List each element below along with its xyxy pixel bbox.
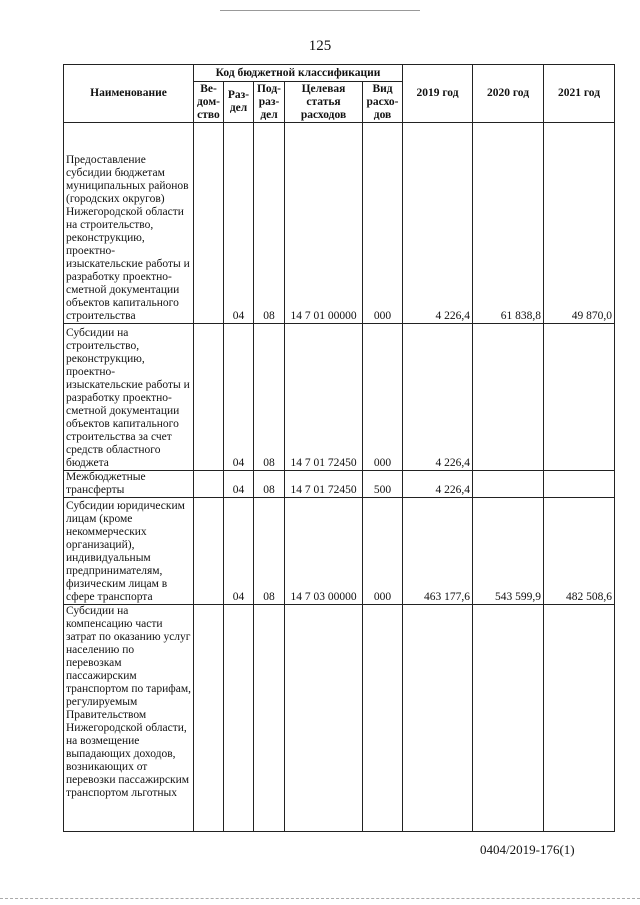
row-vid: 000: [363, 123, 403, 324]
row-tselevaya: 14 7 01 00000: [285, 123, 363, 324]
row-ved: [194, 605, 224, 832]
row-podrazdel: [254, 605, 285, 832]
row-tselevaya: 14 7 01 72450: [285, 471, 363, 498]
row-razdel: 04: [224, 498, 254, 605]
top-rule: [220, 10, 420, 11]
bottom-rule: [0, 898, 640, 899]
header-razdel: Раз-дел: [224, 82, 254, 123]
row-vid: [363, 605, 403, 832]
row-name: Субсидии юридическим лицам (кроме некоммерческих организаций), индивидуальным предпринимателям, физическим лицам в сфере транспорта: [64, 498, 194, 605]
header-name: Наименование: [64, 65, 194, 123]
row-name: Межбюджетные трансферты: [64, 471, 194, 498]
row-2019: 4 226,4: [403, 471, 473, 498]
page-number: 125: [308, 38, 332, 54]
header-podrazdel: Под-раз-дел: [254, 82, 285, 123]
row-2021: 482 508,6: [544, 498, 615, 605]
row-name: Предоставление субсидии бюджетам муниципальных районов (городских округов) Нижегородской области на строительство, реконструкцию, проектно-изыскательские работы и разработку проектно-сметной документации объектов капитального строительства: [64, 123, 194, 324]
table-row: [64, 324, 615, 471]
row-vid: 500: [363, 471, 403, 498]
table-row: [64, 123, 615, 324]
row-podrazdel: 08: [254, 471, 285, 498]
row-vid: 000: [363, 498, 403, 605]
row-2020: [473, 471, 544, 498]
row-2019: [403, 605, 473, 832]
table-row: [64, 498, 615, 605]
table-row: [64, 471, 615, 498]
row-2021: [544, 471, 615, 498]
row-tselevaya: 14 7 03 00000: [285, 498, 363, 605]
header-vedomstvo: Ве-дом-ство: [194, 82, 224, 123]
row-name: Субсидии на компенсацию части затрат по оказанию услуг населению по перевозкам пассажирским транспортом по тарифам, регулируемым Правительством Нижегородской области, на возмещение выпадающих доходов, возникающих от перевозки пассажирским транспортом льготных: [64, 605, 194, 832]
document-code: 0404/2019-176(1): [480, 842, 575, 857]
row-tselevaya: 14 7 01 72450: [285, 324, 363, 471]
budget-table: [63, 64, 615, 832]
row-2019: 4 226,4: [403, 324, 473, 471]
row-podrazdel: 08: [254, 123, 285, 324]
row-2019: 4 226,4: [403, 123, 473, 324]
row-2020: 61 838,8: [473, 123, 544, 324]
row-ved: [194, 471, 224, 498]
header-2021: 2021 год: [544, 65, 615, 123]
row-tselevaya: [285, 605, 363, 832]
header-tselevaya: Целевая статья расходов: [285, 82, 363, 123]
row-ved: [194, 324, 224, 471]
row-ved: [194, 498, 224, 605]
row-razdel: 04: [224, 471, 254, 498]
row-razdel: 04: [224, 324, 254, 471]
header-2020: 2020 год: [473, 65, 544, 123]
header-vid: Вид расхо-дов: [363, 82, 403, 123]
row-2021: [544, 324, 615, 471]
row-razdel: 04: [224, 123, 254, 324]
row-ved: [194, 123, 224, 324]
row-2021: 49 870,0: [544, 123, 615, 324]
row-2020: [473, 605, 544, 832]
row-2021: [544, 605, 615, 832]
row-vid: 000: [363, 324, 403, 471]
row-2019: 463 177,6: [403, 498, 473, 605]
header-budget-code: Код бюджетной классификации: [194, 65, 403, 82]
header-2019: 2019 год: [403, 65, 473, 123]
row-2020: 543 599,9: [473, 498, 544, 605]
row-razdel: [224, 605, 254, 832]
row-name: Субсидии на строительство, реконструкцию, проектно-изыскательские работы и разработку проектно-сметной документации объектов капитального строительства за счет средств областного бюджета: [64, 324, 194, 471]
row-podrazdel: 08: [254, 498, 285, 605]
row-2020: [473, 324, 544, 471]
row-podrazdel: 08: [254, 324, 285, 471]
table-row: [64, 605, 615, 832]
